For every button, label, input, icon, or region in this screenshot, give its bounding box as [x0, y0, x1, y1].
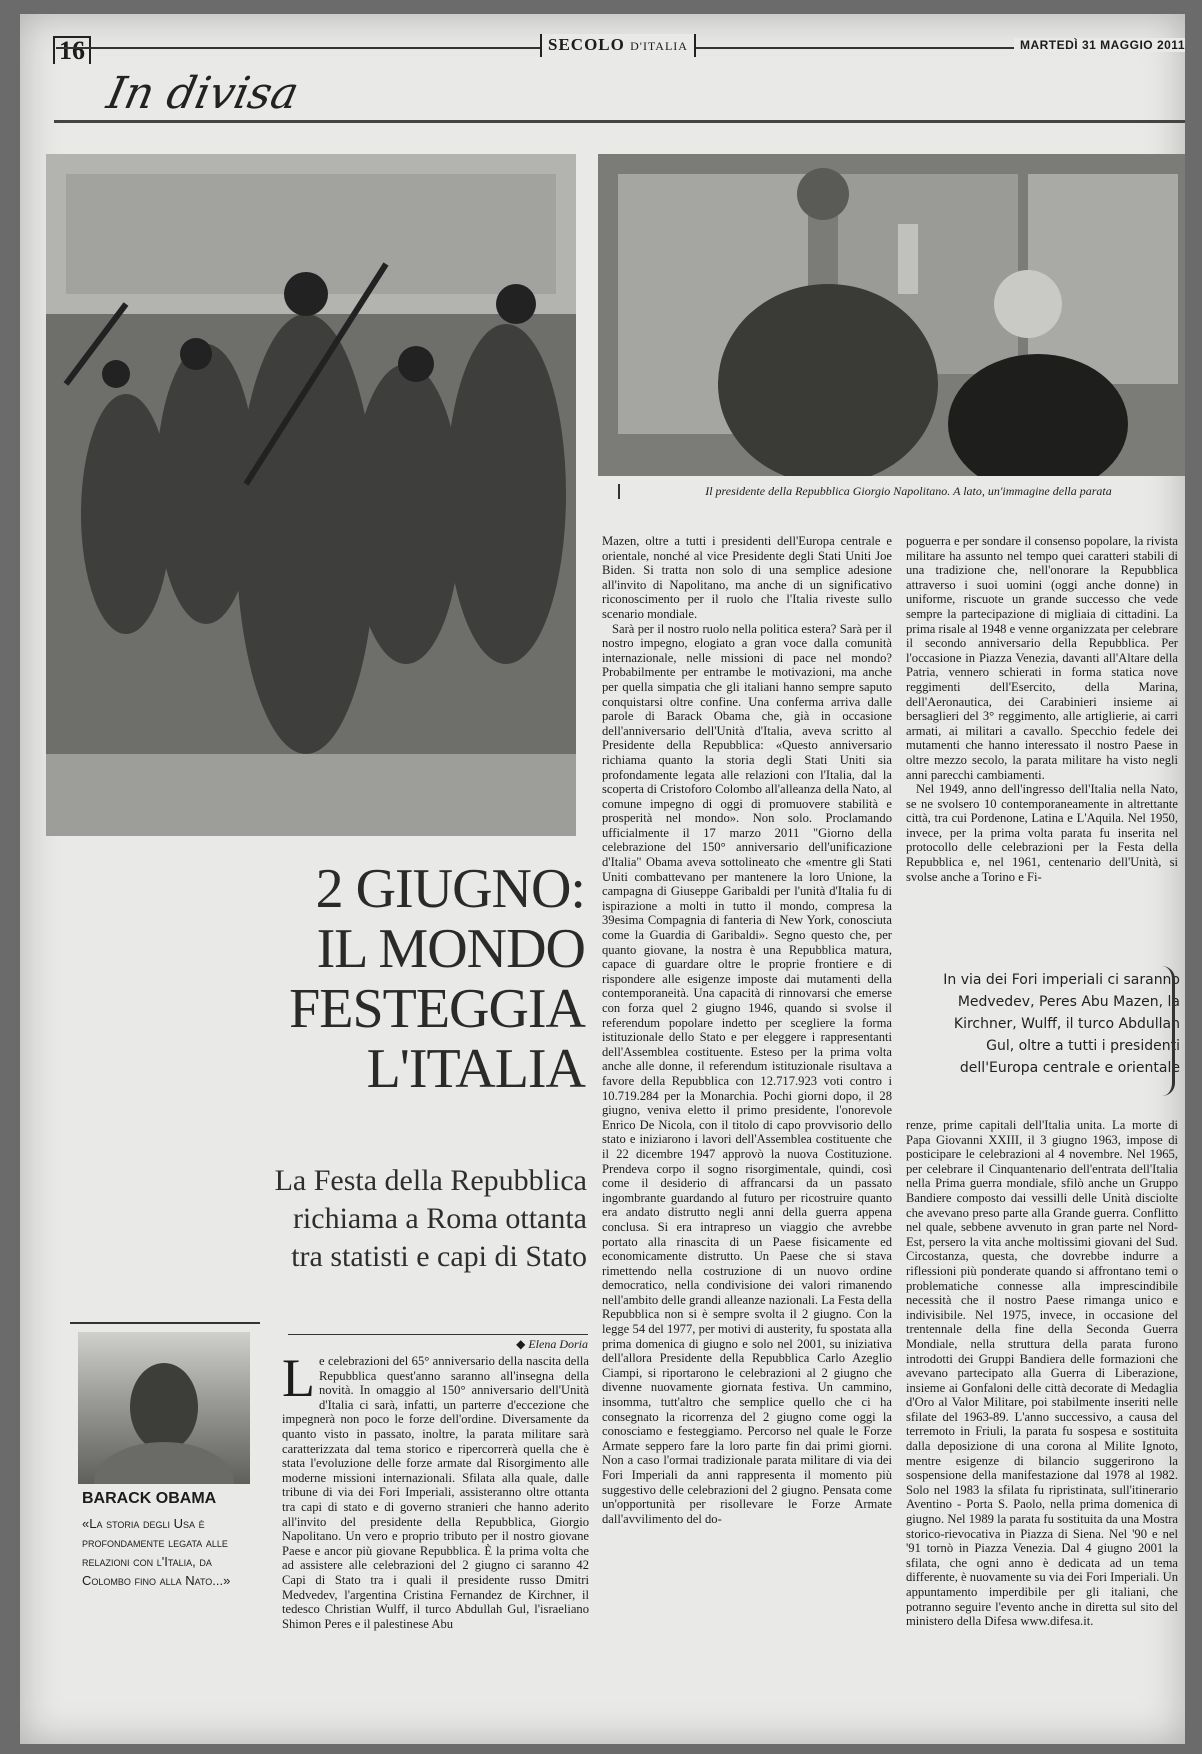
- photo-caption: Il presidente della Repubblica Giorgio Napolitano. A lato, un'immagine della parata: [618, 484, 1185, 499]
- article-column-3-top: [906, 534, 1178, 942]
- parade-photo: [46, 154, 576, 836]
- article-column-3-bottom: [906, 1118, 1178, 1738]
- pull-quote-bracket: [1162, 966, 1175, 1096]
- article-paragraph: Nel 1949, anno dell'ingresso dell'Italia nella Nato, se ne svolsero 10 contemporaneamente in altrettante città, tra cui Pordenone, Latina e L'Aquila. Nel 1950, invece, per la prima volta parata fu inserita nel protocollo delle celebrazioni per la Festa della Repubblica e, nel 1961, centenario dell'Unità, si svolse anche a Torino e Fi-: [906, 782, 1178, 884]
- subheadline-line: La Festa della Repubblica: [274, 1164, 587, 1197]
- sidebar-name: BARACK OBAMA: [82, 1490, 217, 1507]
- headline-line: L'ITALIA: [366, 1038, 585, 1100]
- page-number: 16: [53, 36, 91, 64]
- author-name: Elena Doria: [528, 1337, 588, 1351]
- obama-portrait: [78, 1332, 250, 1484]
- headline-line: IL MONDO: [316, 918, 585, 980]
- pull-quote: In via dei Fori imperiali ci saranno Medvedev, Peres Abu Mazen, la Kirchner, Wulff, il turco Abdullah Gul, oltre a tutti i presidenti dell'Europa centrale e orientale: [943, 972, 1180, 1076]
- subheadline-line: richiama a Roma ottanta: [292, 1202, 587, 1235]
- paper-name-small: D'ITALIA: [630, 39, 688, 53]
- article-paragraph: Mazen, oltre a tutti i presidenti dell'Europa centrale e orientale, nonché al vice Presidente degli Stati Uniti Joe Biden. Si tratta non solo di una semplice adesione all'invito di Napolitano, ma anche di un significativo riconoscimento per il ruolo che l'Italia riveste sullo scenario mondiale.: [602, 534, 892, 621]
- drop-cap: L: [282, 1348, 315, 1408]
- subheadline: [150, 1162, 587, 1276]
- article-text: e celebrazioni del 65° anniversario della nascita della Repubblica quest'anno saranno all'insegna della novità. In omaggio al 150° anniversario dell'Unità d'Italia ci sarà, infatti, un parterre d'eccezione che impegnerà non poco le forze dell'ordine. Diversamente da quanto visto in passato, inoltre, la parata militare sarà caratterizzata dal tema storico e ripercorrerà quella che è stata l'evoluzione delle forze armate dal Risorgimento alle moderne missioni internazionali. Sfilata alla quale, dalle tribune di via dei Fori Imperiali, assisteranno oltre ottanta tra capi di stato e di governo stranieri che hanno aderito all'invito del presidente della Repubblica, Giorgio Napolitano. Un vero e proprio tributo per il nostro giovane Paese e ancor più giovane Repubblica. È la prima volta che ad assistere alle celebrazioni del 2 giugno ci saranno 42 Capi di Stato tra i quali il presidente russo Dmitri Medvedev, l'argentina Cristina Fernandez de Kirchner, il tedesco Christian Wulff, il turco Abdullah Gul, l'israeliano Shimon Peres e il palestinese Abu: [282, 1354, 589, 1631]
- napolitano-photo: [598, 154, 1185, 476]
- newspaper-page: [20, 14, 1185, 1744]
- section-rule: [54, 120, 1185, 123]
- section-title: In divisa: [102, 68, 304, 119]
- article-column-2: [602, 534, 892, 1739]
- paper-name: [540, 34, 696, 57]
- headline-line: FESTEGGIA: [289, 978, 585, 1040]
- byline: ◆ Elena Doria: [288, 1334, 588, 1352]
- paper-name-main: SECOLO: [548, 35, 625, 54]
- article-paragraph: poguerra e per sondare il consenso popolare, la rivista militare ha assunto nel tempo quei caratteri stabili di una tradizione che, nell'onorare la Repubblica attraverso i suoi uomini (oggi anche donne) in uniforme, riscuote un grande successo che vede sempre la partecipazione di migliaia di cittadini. La prima risale al 1948 e venne organizzata per celebrare il secondo anniversario della Repubblica. Per l'occasione in Piazza Venezia, davanti all'Altare della Patria, vennero schierati in forma statica nove reggimenti dell'Esercito, della Marina, dell'Aeronautica, dei Carabinieri insieme ai bersaglieri del 3° reggimento, alle artiglierie, ai carri armati, ai militari a cavallo. Specchio fedele dei mutamenti che hanno interessato il nostro Paese in oltre mezzo secolo, la parata militare ha visto negli anni parecchi cambiamenti.: [906, 534, 1178, 782]
- subheadline-line: tra statisti e capi di Stato: [291, 1240, 587, 1273]
- headline-line: 2 GIUGNO:: [315, 858, 585, 920]
- article-paragraph: Sarà per il nostro ruolo nella politica estera? Sarà per il nostro impegno, elogiato a gran voce dalla comunità internazionale, nelle missioni di pace nel mondo? Probabilmente per entrambe le motivazioni, ma anche per quella simpatia che gli italiani hanno sempre saputo conquistarsi oltre confine. Una conferma arriva dalle parole di Barack Obama che, già in occasione dell'anniversario dell'Unità d'Italia, aveva scritto al Presidente della Repubblica: «Questo anniversario richiama quanto la storia degli Stati Uniti sia profondamente legata alle relazioni con l'Italia, dal la scoperta di Cristoforo Colombo all'alleanza della Nato, al comune impegno di oggi di promuovere stabilità e prosperità nel mondo». Non solo. Proclamando ufficialmente il 17 marzo 2011 "Giorno della celebrazione del 150° anniversario dell'unificazione d'Italia" Obama aveva sottolineato che «mentre gli Stati Uniti combattevano per mantenere la loro Unione, la campagna di Giuseppe Garibaldi per l'unità d'Italia fu di ispirazione a molti in tutto il mondo, compresa la 39esima Compagnia di fanteria di New York, conosciuta come la Guardia di Garibaldi». Segno questo che, per quanto giovane, la nostra è una Repubblica matura, capace di guardare oltre le proprie frontiere e di rispondere alle esigenze imposte dai mutamenti della contemporaneità. Una capacità di rinnovarsi che emerse con forza quel 2 giugno 1946, quando si svolse il referendum popolare indetto per scegliere la forma istituzionale dello Stato e per eleggere i rappresentanti dell'Assemblea costituente. Esteso per la prima volta anche alle donne, il referendum istituzionale risultava a favore della Repubblica con 12.717.923 voti contro i 10.719.284 per la Monarchia. Pochi giorni dopo, il 28 giugno, veniva eletto il primo presidente, l'onorevole Enrico De Nicola, con il titolo di capo provvisorio dello stato e iniziarono i lavori dell'Assemblea costituente che il 22 dicembre 1947 approvò la nuova Costituzione. Prendeva corpo il sogno risorgimentale, quindi, così come il desiderio di affrancarsi da un passato ingombrante guardando al futuro per ricostruire quanto era andato distrutto negli anni della guerra appena conclusa. Si era intrapreso un viaggio che avrebbe portato alla rinascita di un Paese fisicamente ed economicamente distrutto. Un Paese che si stava rimettendo nella costruzione di un nuovo ordine democratico, nella condivisione dei valori rimanendo nell'ambito delle grandi alleanze nazionali. La Festa della Repubblica non si è sempre svolta il 2 giugno. Con la legge 54 del 1977, per motivi di austerity, fu spostata alla prima domenica di giugno e solo nel 2001, su iniziativa dell'allora Presidente della Repubblica Carlo Azeglio Ciampi, si riportarono le celebrazioni al 2 giugno che divenne nuovamente giornata festiva. Un cammino, insomma, tutt'altro che semplice quello che ci ha consegnato la ricorrenza del 2 giugno come oggi la conosciamo e festeggiamo. Percorso nel quale le Forze Armate seppero fare la loro parte fin dai primi giorni. Non a caso l'ormai tradizionale parata militare di via dei Fori Imperiali da anni rappresenta il momento più suggestivo delle celebrazioni del 2 giugno. Pensata come un'opportunità per risollevare le Forze Armate dall'avvilimento del do-: [602, 621, 892, 1526]
- article-paragraph: renze, prime capitali dell'Italia unita. La morte di Papa Giovanni XXIII, il 3 giugno 1963, impose di posticipare le celebrazioni al 4 novembre. Nel 1965, per celebrare il Cinquantenario dell'entrata dell'Italia nella Prima guerra mondiale, sfilò anche un Gruppo Bandiere composto dai vessilli delle Unità disciolte che avevano preso parte alla Grande guerra. Conflitto nel quale, sebbene avvenuto in gran parte nel Nord-Est, persero la vita anche moltissimi giovani del Sud. Circostanza, questa, che dovrebbe indurre a riflessioni più ponderate quando si affrontano temi o problematiche connesse alla imprescindibile necessità che il nostro Paese rimanga unico e indivisibile. Nel 1975, invece, in occasione del trentennale della fine della Seconda Guerra Mondiale, nella struttura della parata furono introdotti dei Gruppi Bandiera delle formazioni che avevano partecipato alla Guerra di Liberazione, insieme ai Gonfaloni delle città decorate di Medaglia d'Oro al Valor Militare, poi stabilmente inseriti nelle sfilate del 1963-89. L'anno successivo, a causa del terremoto in Friuli, la parata fu sospesa e sostituita dalla deposizione di una corona al Milite Ignoto, mentre esigenze di bilancio suggerirono la sospensione della manifestazione dal 1978 al 1982. Solo nel 1983 la sfilata fu ripristinata, sull'itinerario Aventino - Porta S. Paolo, nella prima domenica di giugno. Nel 1989 la parata fu sostituita da una Mostra storico-rievocativa in Piazza di Siena. Nel '90 e nel '91 tornò in Piazza Venezia. Dal 4 giugno 2001 la sfilata, che ogni anno è dedicata ad un tema differente, è nuovamente su via dei Fori Imperiali. Un appuntamento imperdibile per gli italiani, che potranno seguire l'evento anche in diretta sul sito del ministero della Difesa www.difesa.it.: [906, 1118, 1178, 1629]
- headline: [200, 859, 585, 1099]
- issue-date: MARTEDÌ 31 MAGGIO 2011: [1014, 38, 1185, 52]
- sidebar-quote: «La storia degli Usa è profondamente legata alle relazioni con l'Italia, da Colombo fino alla Nato...»: [82, 1516, 231, 1588]
- article-column-1: [282, 1348, 589, 1631]
